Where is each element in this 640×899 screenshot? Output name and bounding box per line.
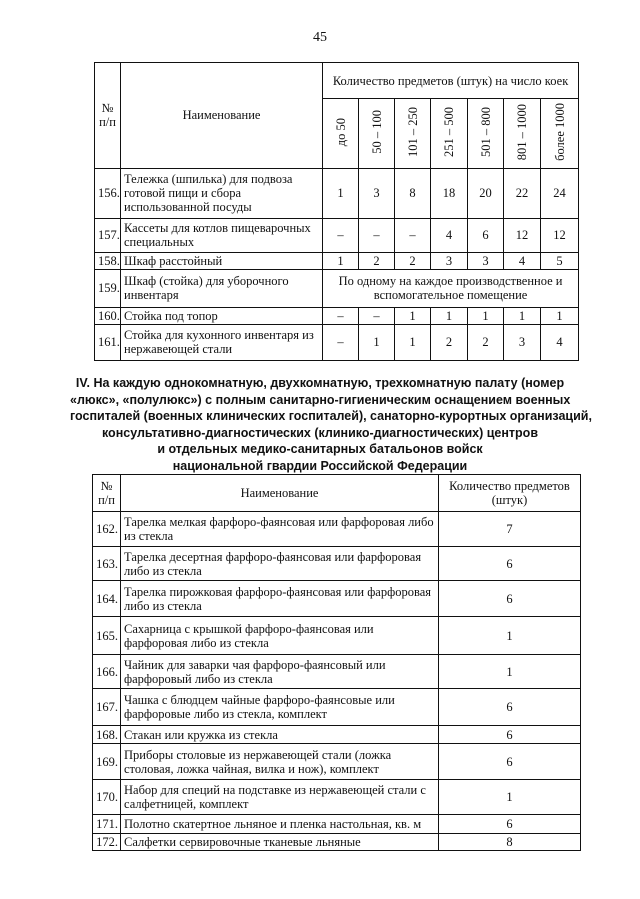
- row-number: 168.: [93, 726, 121, 744]
- row-quantity: 6: [439, 547, 581, 581]
- row-quantity: 6: [439, 581, 581, 617]
- row-number: 159.: [95, 269, 121, 307]
- table-row: [93, 581, 581, 617]
- row-value: 3: [359, 168, 395, 218]
- row-value: 18: [431, 168, 468, 218]
- row-value: 4: [504, 252, 541, 269]
- row-name: Чашка с блюдцем чайные фарфоро-фаянсовые или фарфоровые либо из стекла, комплект: [121, 689, 439, 726]
- row-value: 3: [468, 252, 504, 269]
- header-bed-range: 101 – 250: [405, 106, 420, 157]
- row-name: Салфетки сервировочные тканевые льняные: [121, 834, 439, 851]
- row-quantity: 8: [439, 834, 581, 851]
- header-quantity: Количество предметов (штук): [439, 475, 581, 512]
- table-row: [95, 168, 579, 218]
- table-row: [93, 726, 581, 744]
- row-value: 3: [431, 252, 468, 269]
- table-row: [95, 307, 579, 324]
- row-name: Тарелка пирожковая фарфоро-фаянсовая или фарфоровая либо из стекла: [121, 581, 439, 617]
- table-row: [93, 815, 581, 834]
- row-number: 165.: [93, 617, 121, 655]
- header-name: Наименование: [121, 475, 439, 512]
- table-row: [93, 780, 581, 815]
- row-quantity: 6: [439, 815, 581, 834]
- row-value: 1: [323, 168, 359, 218]
- row-name: Полотно скатертное льняное и пленка настольная, кв. м: [121, 815, 439, 834]
- row-name: Тележка (шпилька) для подвоза готовой пищи и сбора использованной посуды: [121, 168, 323, 218]
- header-bed-range: до 50: [333, 117, 348, 147]
- row-number: 156.: [95, 168, 121, 218]
- row-quantity: 1: [439, 780, 581, 815]
- table-row: [93, 834, 581, 851]
- row-value: 5: [541, 252, 579, 269]
- row-number: 169.: [93, 744, 121, 780]
- row-quantity: 1: [439, 617, 581, 655]
- section-heading-line: IV. На каждую однокомнатную, двухкомнатную, трехкомнатную палату (номер: [75, 376, 565, 390]
- row-quantity: 6: [439, 744, 581, 780]
- section-heading-line: консультативно-диагностических (клинико-диагностических) центров: [101, 425, 539, 440]
- row-number: 170.: [93, 780, 121, 815]
- row-name: Приборы столовые из нержавеющей стали (ложка столовая, ложка чайная, вилка и нож), комплект: [121, 744, 439, 780]
- row-value: –: [359, 307, 395, 324]
- table-row: [95, 218, 579, 252]
- row-quantity: 7: [439, 512, 581, 547]
- header-bed-range: 801 – 1000: [515, 103, 529, 161]
- section-heading-line: и отдельных медико-санитарных батальонов войск: [157, 442, 483, 457]
- row-name: Чайник для заварки чая фарфоро-фаянсовый или фарфоровый либо из стекла: [121, 655, 439, 689]
- row-name: Тарелка десертная фарфоро-фаянсовая или фарфоровая либо из стекла: [121, 547, 439, 581]
- row-name: Стойка для кухонного инвентаря из нержавеющей стали: [121, 324, 323, 360]
- header-number: № п/п: [93, 475, 121, 512]
- row-merged-note: По одному на каждое производственное и вспомогательное помещение: [323, 269, 579, 307]
- header-name: Наименование: [121, 63, 323, 169]
- header-bed-range: более 1000: [552, 103, 567, 161]
- table-row: [93, 547, 581, 581]
- row-value: 1: [395, 307, 431, 324]
- row-value: 1: [431, 307, 468, 324]
- row-value: 3: [504, 324, 541, 360]
- row-value: 1: [395, 324, 431, 360]
- row-value: –: [323, 324, 359, 360]
- row-value: –: [323, 218, 359, 252]
- row-name: Шкаф расстойный: [121, 252, 323, 269]
- section-heading-line: национальной гвардии Российской Федерации: [172, 458, 468, 473]
- row-value: 2: [468, 324, 504, 360]
- section-heading-line: госпиталей (военных клинических госпиталей), санаторно-курортных организаций,: [70, 409, 592, 424]
- row-value: 4: [541, 324, 579, 360]
- header-number: № п/п: [95, 63, 121, 169]
- row-number: 171.: [93, 815, 121, 834]
- row-name: Набор для специй на подставке из нержавеющей стали с салфетницей, комплект: [121, 780, 439, 815]
- table-row: [95, 324, 579, 360]
- row-value: 1: [323, 252, 359, 269]
- row-number: 157.: [95, 218, 121, 252]
- table-row: [93, 617, 581, 655]
- row-value: –: [359, 218, 395, 252]
- row-value: 1: [359, 324, 395, 360]
- row-name: Тарелка мелкая фарфоро-фаянсовая или фарфоровая либо из стекла: [121, 512, 439, 547]
- row-value: 12: [504, 218, 541, 252]
- row-name: Кассеты для котлов пищеварочных специальных: [121, 218, 323, 252]
- header-bed-range: 50 – 100: [369, 110, 384, 154]
- page-number: 45: [313, 30, 327, 45]
- row-value: 6: [468, 218, 504, 252]
- row-value: –: [323, 307, 359, 324]
- row-value: 4: [431, 218, 468, 252]
- table-row: [95, 269, 579, 307]
- row-number: 158.: [95, 252, 121, 269]
- row-value: 1: [504, 307, 541, 324]
- row-name: Стакан или кружка из стекла: [121, 726, 439, 744]
- table-row: [93, 689, 581, 726]
- section-heading: [70, 375, 592, 475]
- row-number: 160.: [95, 307, 121, 324]
- header-bed-range: 501 – 800: [478, 106, 493, 157]
- row-value: 8: [395, 168, 431, 218]
- tableware-table: [92, 474, 581, 851]
- table-row: [93, 512, 581, 547]
- table-row: [93, 744, 581, 780]
- row-name: Стойка под топор: [121, 307, 323, 324]
- row-number: 162.: [93, 512, 121, 547]
- row-value: 22: [504, 168, 541, 218]
- row-value: 2: [359, 252, 395, 269]
- row-value: 1: [541, 307, 579, 324]
- section-heading-line: «люкс», «полулюкс») с полным санитарно-гигиеническим оснащением военных: [70, 392, 571, 407]
- row-value: 24: [541, 168, 579, 218]
- row-number: 164.: [93, 581, 121, 617]
- row-name: Сахарница с крышкой фарфоро-фаянсовая или фарфоровая либо из стекла: [121, 617, 439, 655]
- row-number: 167.: [93, 689, 121, 726]
- row-quantity: 1: [439, 655, 581, 689]
- row-number: 172.: [93, 834, 121, 851]
- row-quantity: 6: [439, 689, 581, 726]
- header-quantity-group: Количество предметов (штук) на число коек: [323, 63, 579, 99]
- row-value: 2: [431, 324, 468, 360]
- row-value: –: [395, 218, 431, 252]
- row-number: 163.: [93, 547, 121, 581]
- row-number: 161.: [95, 324, 121, 360]
- row-name: Шкаф (стойка) для уборочного инвентаря: [121, 269, 323, 307]
- row-value: 2: [395, 252, 431, 269]
- header-bed-range: 251 – 500: [442, 106, 456, 157]
- row-value: 20: [468, 168, 504, 218]
- equipment-table-by-beds: [94, 62, 579, 361]
- table-row: [93, 655, 581, 689]
- row-value: 12: [541, 218, 579, 252]
- row-number: 166.: [93, 655, 121, 689]
- table-row: [95, 252, 579, 269]
- row-quantity: 6: [439, 726, 581, 744]
- row-value: 1: [468, 307, 504, 324]
